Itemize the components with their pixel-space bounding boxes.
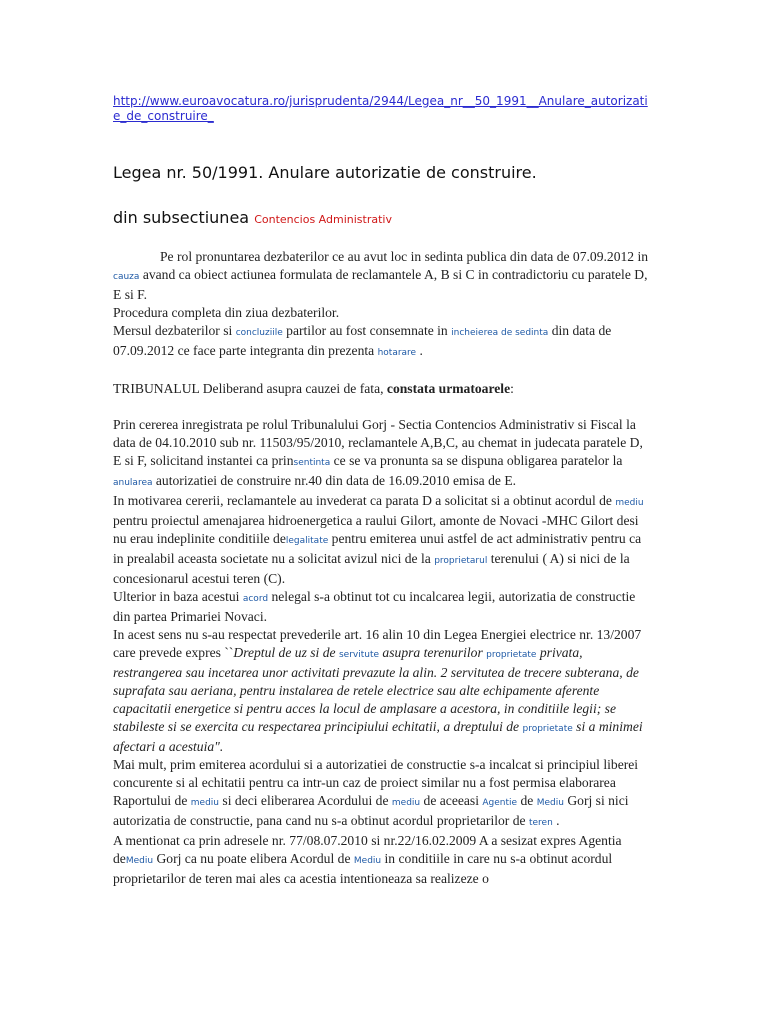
keyword-link-acord[interactable]: acord [242, 594, 269, 604]
subsection-prefix: din subsectiunea [113, 208, 250, 227]
source-url-link[interactable]: http://www.euroavocatura.ro/jurisprudenta/2944/Legea_nr__50_1991__Anulare_autorizatie_de_construire_ [113, 94, 648, 123]
paragraph-gap [113, 398, 653, 416]
keyword-link-mediu[interactable]: mediu [190, 798, 220, 808]
keyword-link-proprietarul[interactable]: proprietarul [434, 556, 488, 566]
keyword-link-agentie[interactable]: Agentie [482, 798, 518, 808]
subsection-line [113, 207, 653, 231]
paragraph-5: Prin cererea inregistrata pe rolul Tribunalului Gorj - Sectia Contencios Administrativ si Fiscal la data de 04.10.2010 sub nr. 11503/95/2010, reclamantele A,B,C, au chemat in judecata paratele D, E si F, solicitand instantei ca prinsentinta ce se va pronunta sa se dispuna obligarea paratelor la anularea autorizatiei de construire nr.40 din data de 16.09.2010 emisa de E. [113, 417, 643, 488]
paragraph-8: In acest sens nu s-au respectat prevederile art. 16 alin 10 din Legea Energiei electrice nr. 13/2007 care prevede expres ``Dreptul de uz si de servitute asupra terenurilor proprietate privata, restrangerea sau incetarea unor activitati prevazute la alin. 2 servitutea de trecere subterana, de suprafata sau aeriana, pentru instalarea de retele electrice sau alte echipamente aferente capacitatii energetice si pentru acces la locul de amplasare a acestora, in conditiile legii; se stabileste si se exercita cu respectarea principiului echitatii, a dreptului de proprietate si a minimei afectari a acestuia". [113, 627, 643, 754]
keyword-link-incheierea-de-sedinta[interactable]: incheierea de sedinta [451, 328, 549, 338]
keyword-link-hotarare[interactable]: hotarare [377, 348, 417, 358]
document-body [113, 248, 653, 888]
keyword-link-concluziile[interactable]: concluziile [235, 328, 283, 338]
keyword-link-mediu[interactable]: mediu [391, 798, 421, 808]
document-title: Legea nr. 50/1991. Anulare autorizatie de construire. [113, 163, 537, 182]
paragraph-10: A mentionat ca prin adresele nr. 77/08.07.2010 si nr.22/16.02.2009 A a sesizat expres Agentia deMediu Gorj ca nu poate elibera Acordul de Mediu in conditiile in care nu s-a obtinut acordul proprietarilor de teren mai ales ca acestia intentioneaza sa realizeze o [113, 833, 622, 886]
paragraph-2: Procedura completa din ziua dezbaterilor. [113, 305, 340, 320]
paragraph-3: Mersul dezbaterilor si concluziile partilor au fost consemnate in incheierea de sedinta din data de 07.09.2012 ce face parte integranta din prezenta hotarare . [113, 323, 612, 358]
keyword-link-mediu[interactable]: Mediu [125, 856, 154, 866]
keyword-link-mediu[interactable]: Mediu [353, 856, 382, 866]
keyword-link-sentinta[interactable]: sentinta [293, 458, 331, 468]
document-page [113, 0, 653, 888]
keyword-link-servitute[interactable]: servitute [338, 650, 380, 660]
paragraph-4: TRIBUNALUL Deliberand asupra cauzei de fata, constata urmatoarele: [113, 381, 514, 396]
keyword-link-proprietate[interactable]: proprietate [522, 724, 573, 734]
keyword-link-anularea[interactable]: anularea [113, 478, 153, 488]
keyword-link-mediu[interactable]: mediu [615, 498, 644, 508]
keyword-link-teren[interactable]: teren [528, 818, 553, 828]
paragraph-7: Ulterior in baza acestui acord nelegal s-a obtinut tot cu incalcarea legii, autorizatia de constructie din partea Primariei Novaci. [113, 589, 636, 624]
keyword-link-cauza[interactable]: cauza [113, 272, 140, 282]
keyword-link-mediu[interactable]: Mediu [536, 798, 564, 808]
keyword-link-proprietate[interactable]: proprietate [486, 650, 537, 660]
paragraph-gap [113, 362, 653, 380]
paragraph-1: Pe rol pronuntarea dezbaterilor ce au avut loc in sedinta publica din data de 07.09.2012 in cauza avand ca obiect actiunea formulata de reclamantele A, B si C in contradictoriu cu paratele D, E si F. [113, 249, 649, 302]
keyword-link-legalitate[interactable]: legalitate [285, 536, 329, 546]
paragraph-6: In motivarea cererii, reclamantele au invederat ca parata D a solicitat si a obtinut acordul de mediu pentru proiectul amenajarea hidroenergetica a raului Gilort, amonte de Novaci -MHC Gilort desi nu erau indeplinite conditiile delegalitate pentru emiterea unui astfel de act administrativ pentru ca in prealabil aceasta societate nu a solicitat avizul nici de la proprietarul terenului ( A) si nici de la concesionarul acestui teren (C). [113, 493, 644, 586]
subsection-category: Contencios Administrativ [254, 213, 392, 226]
paragraph-9: Mai mult, prim emiterea acordului si a autorizatiei de constructie s-a incalcat si principiul liberei concurente si al echitatii pentru ca intr-un caz de proiect similar nu a fost permisa elaborarea Raportului de mediu si deci eliberarea Acordului de mediu de aceeasi Agentie de Mediu Gorj si nici autorizatia de constructie, pana cand nu s-a obtinut acordul proprietarilor de teren . [113, 757, 639, 828]
